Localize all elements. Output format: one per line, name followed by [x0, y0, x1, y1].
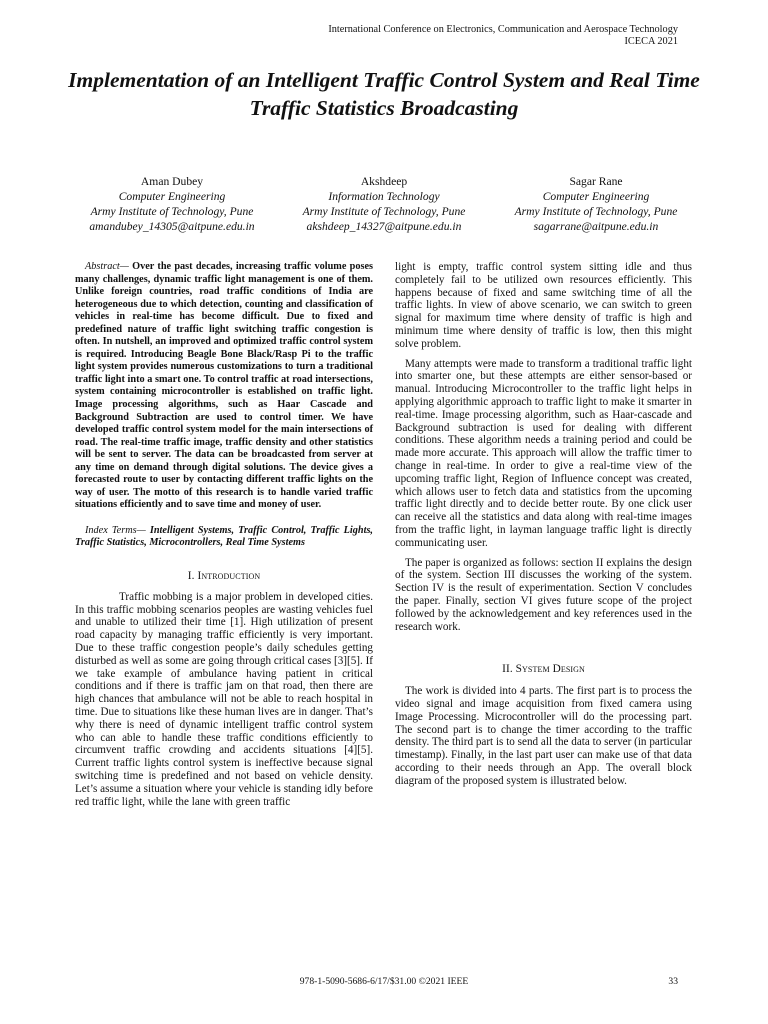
author-email: akshdeep_14327@aitpune.edu.in: [306, 220, 462, 233]
index-terms-text: Intelligent Systems, Traffic Control, Traffic Lights, Traffic Statistics, Microcontrollers, Real Time Systems: [75, 524, 373, 549]
author-name: Sagar Rane: [569, 175, 623, 188]
author-department: Computer Engineering: [118, 190, 226, 203]
conference-name: International Conference on Electronics, Communication and Aerospace Technology: [328, 24, 678, 35]
author-name: Akshdeep: [360, 175, 408, 188]
author-institution: Army Institute of Technology, Pune: [90, 205, 254, 218]
system-design-paragraph: The work is divided into 4 parts. The first part is to process the video signal and image acquisition from fixed camera using Image Processing. Microcontroller will do the processing part. The second part is to change the timer according to the traffic density. The third part is to send all the data to server (in particular timestamp). Finally, in the last part user can make use of that data according to their needs through an App. The overall block diagram of the proposed system is illustrated below.: [395, 685, 692, 787]
author-3: [490, 174, 702, 234]
abstract-label: Abstract—: [85, 261, 129, 272]
author-block: [66, 174, 702, 234]
copyright-notice: 978-1-5090-5686-6/17/$31.00 ©2021 IEEE: [299, 976, 469, 987]
abstract-text: Over the past decades, increasing traffic volume poses many challenges, dynamic traffic light management is one of them. Unlike foreign countries, road traffic conditions of India are heterogeneous due to which detection, counting and classification of vehicles in real-time has become difficult. Due to fixed and predefined nature of traffic light switching traffic congestion is often. In nutshell, an improved and optimized traffic control system is required. Introducing Beagle Bone Black/Rasp Pi to the traffic light system provides numerous customizations to turn a traditional traffic light into a smart one. To control traffic at road intersections, system containing microcontroller is established on traffic light. Image processing algorithms, such as Haar Cascade and Background Subtraction are used to control timer. We have developed traffic control system model for the main intersections of road. The real-time traffic image, traffic density and other statistics will be sent to server. The data can be broadcasted from server at any time on demand through digital solutions. The device gives a forecasted route to user by contacting different traffic lights on the way of user. The motto of this research is to handle varied traffic situations efficiently and to save time and money of user.: [75, 261, 373, 511]
author-email: amandubey_14305@aitpune.edu.in: [89, 220, 255, 233]
author-name: Aman Dubey: [140, 175, 204, 188]
conference-acronym: ICECA 2021: [624, 36, 678, 47]
index-terms-label: Index Terms—: [85, 524, 146, 536]
section-heading-introduction: I. Introduction: [187, 570, 261, 583]
author-institution: Army Institute of Technology, Pune: [514, 205, 678, 218]
paragraph-continued: light is empty, traffic control system sitting idle and thus completely fail to be utilized own resources efficiently. This happens because of fixed and same switching time of all the traffic lights. In view of above scenario, we can switch to green signal for maximum time where density of traffic is high and minimum time where density of traffic is low, then this might solve problem.: [395, 261, 692, 350]
abstract: [75, 261, 373, 512]
right-column: [395, 261, 692, 787]
section-heading-system-design: II. System Design: [502, 663, 585, 676]
paragraph: Many attempts were made to transform a traditional traffic light into smarter one, but these attempts are either sensor-based or manual. Introducing Microcontroller to the traffic light helps in applying algorithmic approach to traffic light to make it smarter in real-time. Image processing algorithm, such as Haar-cascade and Background subtraction is used for dealing with different conditions. These algorithm needs a training period and could be made more accurate. This approach will allow the traffic timer to change in real-time. In order to give a real-time view of the upcoming traffic light, Region of Influence concept was created, which allows user to fetch data and statistics from the upcoming traffic light directly and to decide better route. By one click user can receive all the statistics and data along with real-time images from the traffic light, in layman language traffic light is directly communicating user.: [395, 357, 692, 549]
paragraph: The paper is organized as follows: section II explains the design of the system. Section III discusses the working of the system. Section IV is the result of experimentation. Section V concludes the paper. Finally, section VI gives future scope of the project followed by the acknowledgement and key references used in the research work.: [395, 556, 692, 633]
introduction-paragraph: Traffic mobbing is a major problem in developed cities. In this traffic mobbing scenarios peoples are wasting vehicles fuel and unable to utilized their time [1]. High utilization of present road capacity by managing traffic efficiently is very important. Due to these traffic congestion people’s daily schedules getting disturbed as well as some are going through critical cases [3][5]. If we take example of ambulance having patient in critical conditions and if there is traffic jam on that road, then there are high chances that ambulance will not be able to reach hospital in time. Due to situations like these human lives are in danger. That’s why there is need of dynamic intelligent traffic control system who can able to handle these traffic conditions efficiently to circumvent traffic crowding and accidents situations [4][5]. Current traffic lights control system is ineffective because signal switching time is predefined and not based on vehicle density. Let’s assume a situation where your vehicle is standing idly before red traffic light, while the lane with green traffic: [75, 590, 373, 808]
author-1: [66, 174, 278, 234]
index-terms: [75, 525, 373, 550]
author-department: Computer Engineering: [542, 190, 650, 203]
author-department: Information Technology: [328, 190, 440, 203]
conference-header: [218, 24, 678, 48]
author-institution: Army Institute of Technology, Pune: [302, 205, 466, 218]
page-number: 33: [668, 976, 678, 987]
paper-title: Implementation of an Intelligent Traffic Control System and Real Time Traffic Statistics Broadcasting: [68, 68, 700, 120]
author-email: sagarrane@aitpune.edu.in: [533, 220, 659, 233]
author-2: [278, 174, 490, 234]
left-column: [75, 261, 373, 808]
